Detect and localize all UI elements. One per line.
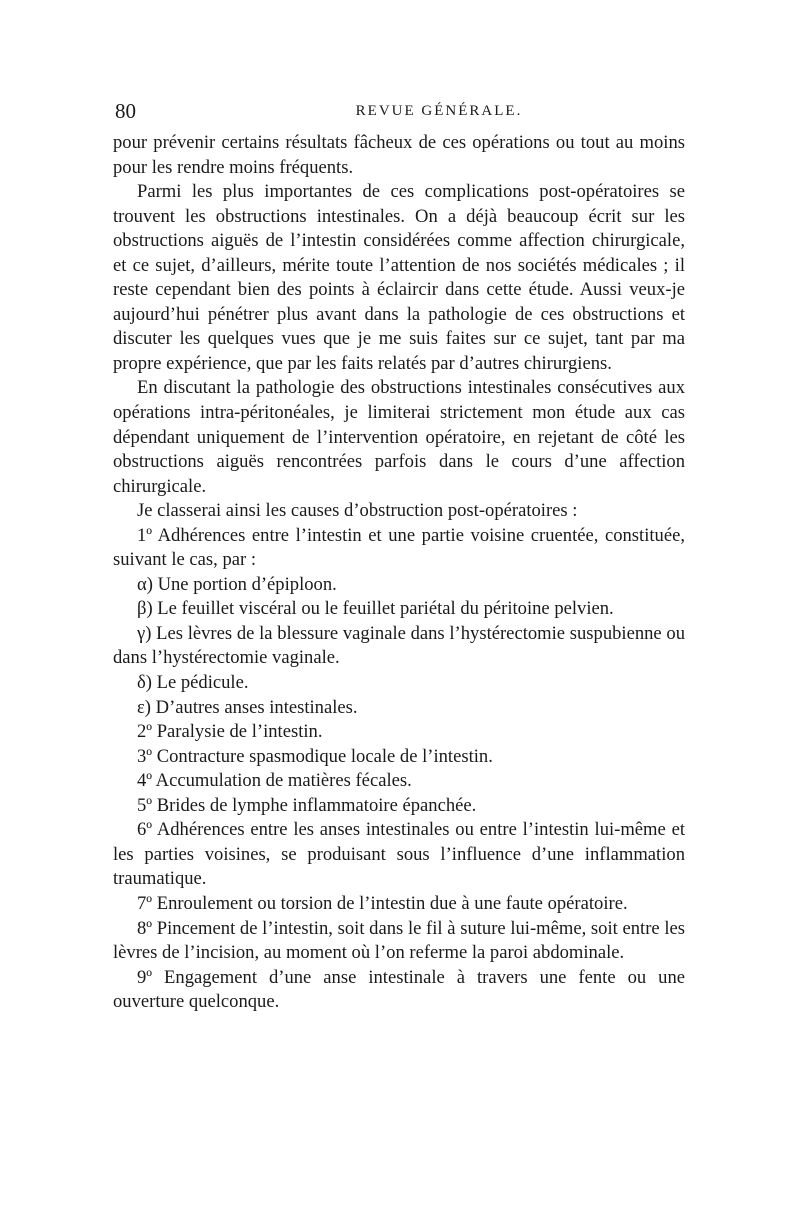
paragraph: γ) Les lèvres de la blessure vaginale dans l’hystérectomie suspubienne ou dans l’hystérectomie vaginale. bbox=[113, 622, 685, 669]
paragraph: 3º Contracture spasmodique locale de l’intestin. bbox=[137, 745, 493, 767]
paragraph: pour prévenir certains résultats fâcheux de ces opérations ou tout au moins pour les rendre moins fréquents. bbox=[113, 132, 685, 178]
paragraph: β) Le feuillet viscéral ou le feuillet pariétal du péritoine pelvien. bbox=[137, 598, 614, 620]
paragraph: En discutant la pathologie des obstructions intestinales consécutives aux opérations intra-péritonéales, je limiterai strictement mon étude aux cas dépendant uniquement de l’intervention opératoire, en rejetant de côté les obstructions aiguës rencontrées parfois dans le cours d’une affection chirurgicale. bbox=[113, 377, 685, 497]
running-title: REVUE GÉNÉRALE. bbox=[355, 103, 523, 119]
paragraph: 7º Enroulement ou torsion de l’intestin due à une faute opératoire. bbox=[137, 892, 628, 914]
page-number: 80 bbox=[115, 99, 136, 123]
paragraph: 4º Accumulation de matières fécales. bbox=[137, 770, 412, 792]
paragraph: Parmi les plus importantes de ces complications post-opératoires se trouvent les obstructions intestinales. On a déjà beaucoup écrit sur les obstructions aiguës de l’intestin considérées comme affection chirurgicale, et ce sujet, d’ailleurs, mérite toute l’attention de nos sociétés médicales ; il reste cependant bien des points à éclaircir dans cette étude. Aussi veux-je aujourd’hui pénétrer plus avant dans la pathologie de ces obstructions et discuter les quelques vues que je me suis faites sur ce sujet, tant par ma propre expérience, que par les faits relatés par d’autres chirurgiens. bbox=[113, 181, 685, 374]
body-text bbox=[113, 131, 685, 1015]
paragraph: 2º Paralysie de l’intestin. bbox=[137, 721, 323, 743]
paragraph: 9º Engagement d’une anse intestinale à travers une fente ou une ouverture quelconque. bbox=[113, 966, 685, 1013]
page-header bbox=[113, 96, 705, 126]
paragraph: ε) D’autres anses intestinales. bbox=[137, 696, 358, 718]
paragraph: 8º Pincement de l’intestin, soit dans le fil à suture lui-même, soit entre les lèvres de l’incision, au moment où l’on referme la paroi abdominale. bbox=[113, 917, 685, 964]
paragraph: 6º Adhérences entre les anses intestinales ou entre l’intestin lui-même et les parties voisines, se produisant sous l’influence d’une inflammation traumatique. bbox=[113, 819, 685, 890]
paragraph: 5º Brides de lymphe inflammatoire épanchée. bbox=[137, 794, 477, 816]
paragraph: 1º Adhérences entre l’intestin et une partie voisine cruentée, constituée, suivant le cas, par : bbox=[113, 524, 685, 571]
paragraph: α) Une portion d’épiploon. bbox=[137, 573, 337, 595]
paragraph: δ) Le pédicule. bbox=[137, 672, 249, 694]
paragraph: Je classerai ainsi les causes d’obstruction post-opératoires : bbox=[137, 500, 578, 522]
